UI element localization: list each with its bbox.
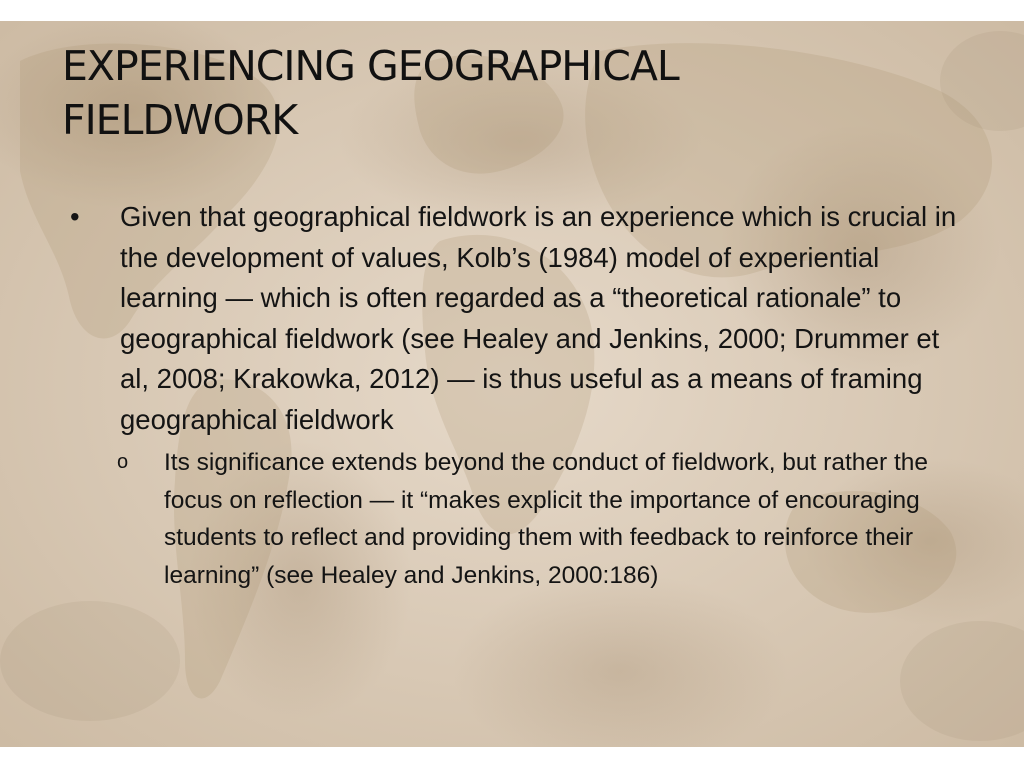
bullet-item bbox=[0, 197, 960, 440]
slide-title bbox=[62, 39, 962, 147]
sub-bullet-marker: o bbox=[117, 451, 129, 473]
slide-body bbox=[0, 197, 1024, 594]
slide-title-line-1: EXPERIENCING GEOGRAPHICAL bbox=[62, 42, 679, 90]
slide bbox=[0, 21, 1024, 747]
bullet-text: Given that geographical fieldwork is an experience which is crucial in the development of values, Kolb’s (1984) model of experiential learning — which is often regarded as a “theoretical rationale” to geographical fieldwork (see Healey and Jenkins, 2000; Drummer et al, 2008; Krakowka, 2012) — is thus useful as a means of framing geographical fieldwork bbox=[120, 201, 957, 435]
sub-bullet-text: Its significance extends beyond the conduct of fieldwork, but rather the focus on reflection — it “makes explicit the importance of encouraging students to reflect and providing them with feedback to reinforce their learning” (see Healey and Jenkins, 2000:186) bbox=[164, 449, 929, 589]
sub-bullet-item bbox=[0, 444, 964, 594]
slide-title-line-2: FIELDWORK bbox=[62, 96, 298, 144]
bullet-marker: • bbox=[70, 201, 80, 232]
map-stain bbox=[0, 601, 180, 721]
map-stain bbox=[900, 621, 1024, 741]
